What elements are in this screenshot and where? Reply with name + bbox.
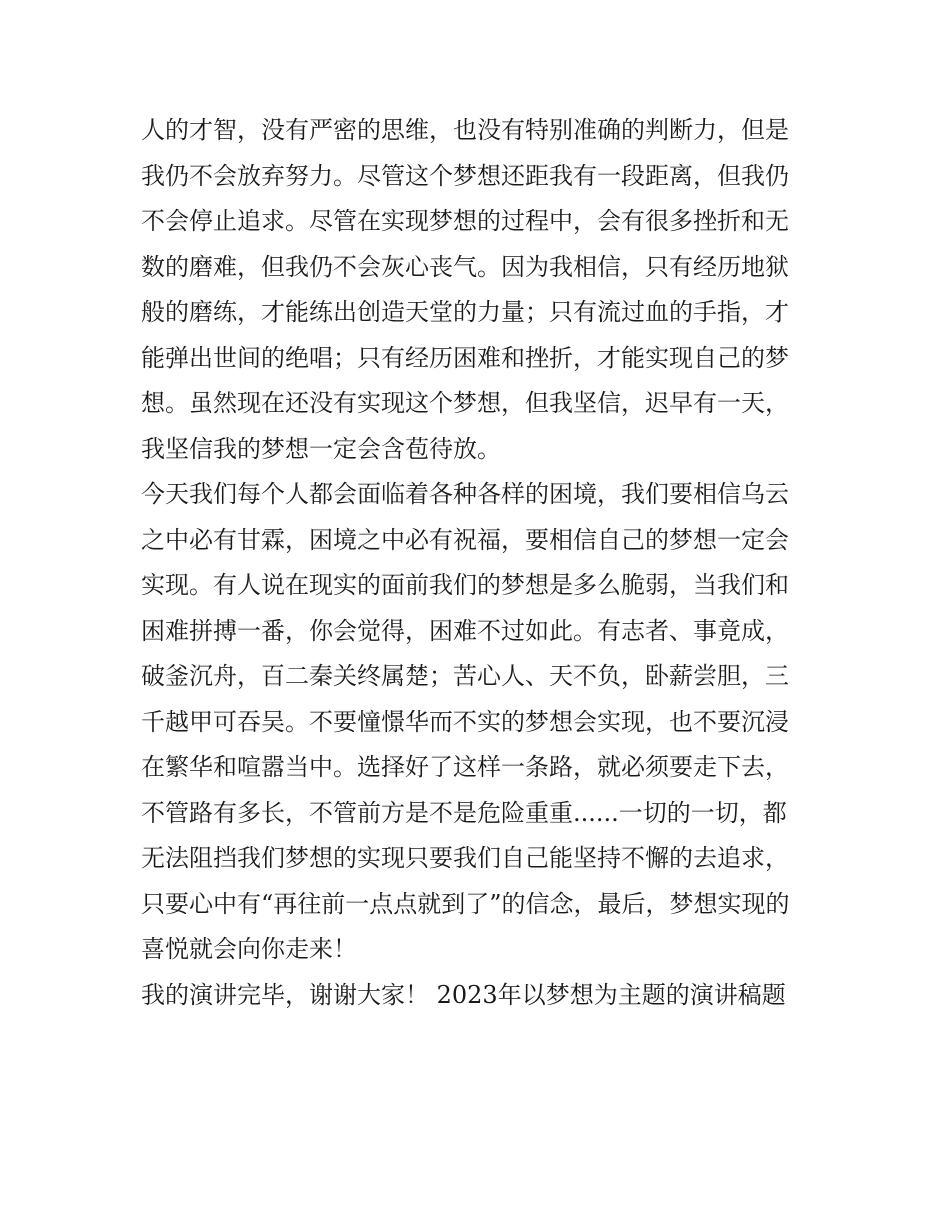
- document-body: [141, 108, 821, 1018]
- text-line: 实现。有人说在现实的面前我们的梦想是多么脆弱，当我们和: [141, 571, 789, 599]
- text-line: 我的演讲完毕，谢谢大家！ 2023年以梦想为主题的演讲稿题: [141, 980, 786, 1009]
- text-line: 喜悦就会向你走来！: [141, 935, 357, 963]
- text-line: 在繁华和喧嚣当中。选择好了这样一条路，就必须要走下去，: [141, 753, 789, 781]
- text-line: 不会停止追求。尽管在实现梦想的过程中，会有很多挫折和无: [141, 207, 789, 235]
- text-line: 无法阻挡我们梦想的实现只要我们自己能坚持不懈的去追求，: [141, 844, 789, 872]
- text-line: 能弹出世间的绝唱；只有经历困难和挫折，才能实现自己的梦: [141, 343, 789, 372]
- text-line: 破釜沉舟，百二秦关终属楚；苦心人、天不负，卧薪尝胆，三: [141, 662, 789, 690]
- text-line: 今天我们每个人都会面临着各种各样的困境，我们要相信乌云: [141, 480, 789, 508]
- text-line: 想。虽然现在还没有实现这个梦想，但我坚信，迟早有一天，: [141, 389, 789, 417]
- text-line: 之中必有甘霖，困境之中必有祝福，要相信自己的梦想一定会: [141, 525, 789, 554]
- text-line: 我坚信我的梦想一定会含苞待放。: [141, 434, 501, 463]
- text-line: 数的磨难，但我仍不会灰心丧气。因为我相信，只有经历地狱: [141, 252, 789, 281]
- text-line: 人的才智，没有严密的思维，也没有特别准确的判断力，但是: [141, 116, 789, 144]
- text-line: 只要心中有“再往前一点点就到了”的信念，最后，梦想实现的: [141, 889, 790, 918]
- text-line: 不管路有多长，不管前方是不是危险重重......一切的一切，都: [141, 798, 787, 827]
- text-line: 我仍不会放弃努力。尽管这个梦想还距我有一段距离，但我仍: [141, 161, 789, 190]
- text-line: 千越甲可吞吴。不要憧憬华而不实的梦想会实现，也不要沉浸: [141, 707, 789, 736]
- text-line: 般的磨练，才能练出创造天堂的力量；只有流过血的手指，才: [141, 298, 789, 326]
- text-line: 困难拼搏一番，你会觉得，困难不过如此。有志者、事竟成，: [141, 616, 789, 645]
